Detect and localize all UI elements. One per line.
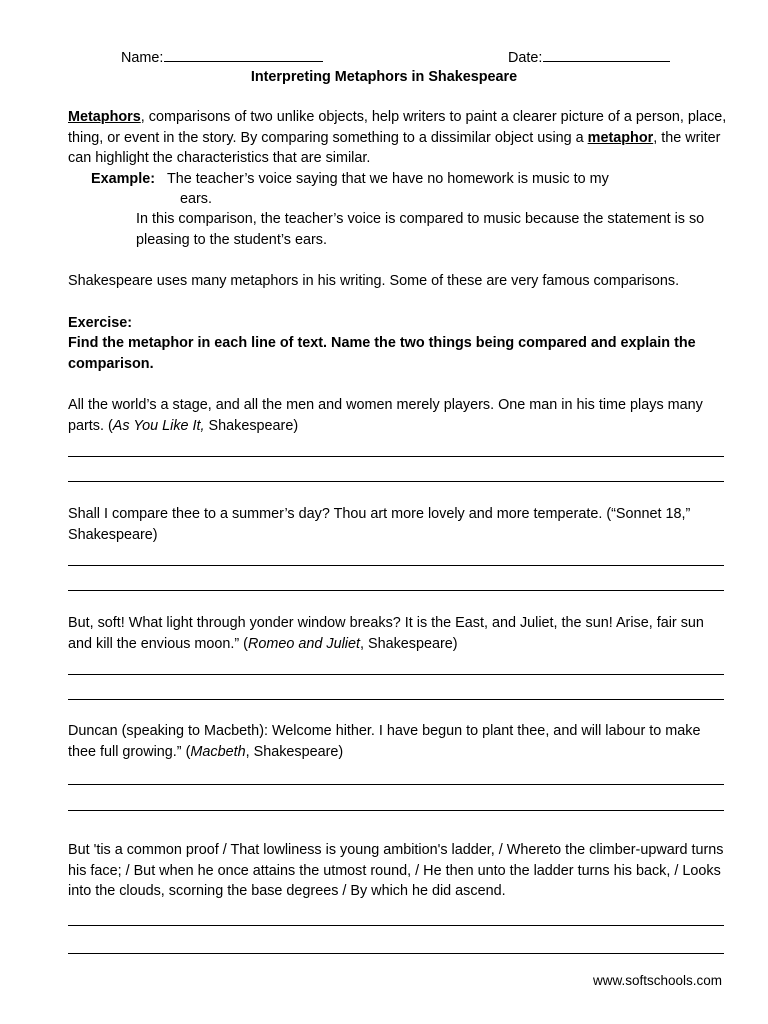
answer-line[interactable] xyxy=(68,953,724,954)
exercise-item-3 xyxy=(68,613,728,654)
intro-term-metaphors: Metaphors xyxy=(68,109,141,125)
example-explanation: In this comparison, the teacher’s voice is compared to music because the statement is so pleasing to the student’s ears. xyxy=(136,211,705,248)
answer-line[interactable] xyxy=(68,590,724,591)
answer-line[interactable] xyxy=(68,456,724,457)
answer-line[interactable] xyxy=(68,674,724,675)
answer-line[interactable] xyxy=(68,565,724,566)
item-1-after: Shakespeare) xyxy=(204,417,299,434)
item-4-after: , Shakespeare) xyxy=(245,743,344,760)
answer-line[interactable] xyxy=(68,481,724,482)
example-label: Example: xyxy=(91,171,155,187)
name-field xyxy=(121,47,323,69)
intro-text-1: , comparisons of two unlike objects, help writers to paint a clearer picture of a person, place, thing, or event in the story. By comparing something to a dissimilar object using a xyxy=(68,109,727,146)
item-4-text: Duncan (speaking to Macbeth): Welcome hither. I have begun to plant thee, and will labour to make thee full growing.” ( xyxy=(68,723,701,760)
answer-line[interactable] xyxy=(68,699,724,700)
exercise-item-2 xyxy=(68,504,728,545)
name-label: Name: xyxy=(121,50,164,66)
example-row xyxy=(91,169,711,190)
item-2-text: Shall I compare thee to a summer’s day? Thou art more lovely and more temperate. (“Sonnet 18,” Shakespeare) xyxy=(68,506,691,543)
exercise-item-5 xyxy=(68,840,728,902)
answer-line[interactable] xyxy=(68,925,724,926)
item-3-text: But, soft! What light through yonder window breaks? It is the East, and Juliet, the sun! Arise, fair sun and kill the envious moon.” ( xyxy=(68,615,704,652)
item-3-after: , Shakespeare) xyxy=(359,635,458,652)
answer-line[interactable] xyxy=(68,810,724,811)
date-field xyxy=(508,47,670,69)
example-sentence-line1: The teacher’s voice saying that we have no homework is music to my xyxy=(167,171,609,187)
worksheet-title: Interpreting Metaphors in Shakespeare xyxy=(250,69,518,85)
item-3-source: Romeo and Juliet xyxy=(247,635,360,652)
name-blank-line[interactable] xyxy=(164,47,323,62)
date-label: Date: xyxy=(508,50,543,66)
date-blank-line[interactable] xyxy=(543,47,670,62)
exercise-item-1 xyxy=(68,395,728,436)
answer-line[interactable] xyxy=(68,784,724,785)
item-4-source: Macbeth xyxy=(190,743,246,760)
intro-term-metaphor: metaphor xyxy=(587,129,654,146)
item-5-text: But 'tis a common proof / That lowliness is young ambition's ladder, / Whereto the climber-upward turns his face; / But when he once attains the utmost round, / He then unto the ladder turns his back, / Looks into the clouds, scorning the base degrees / By which he did ascend. xyxy=(68,842,724,899)
intro-text-2: , the writer can highlight the characteristics that are similar. xyxy=(68,129,721,166)
exercise-item-4 xyxy=(68,721,728,762)
shakespeare-note: Shakespeare uses many metaphors in his writing. Some of these are very famous comparisons. xyxy=(68,273,680,289)
exercise-heading: Exercise: xyxy=(68,315,133,331)
item-1-text: All the world’s a stage, and all the men and women merely players. One man in his time plays many parts. ( xyxy=(68,397,703,434)
exercise-instructions: Find the metaphor in each line of text. Name the two things being compared and explain the comparison. xyxy=(68,335,696,372)
item-1-source: As You Like It, xyxy=(112,417,205,434)
example-sentence-line2: ears. xyxy=(180,191,212,207)
footer-website[interactable]: www.softschools.com xyxy=(592,973,722,988)
header-row xyxy=(0,47,768,67)
intro-paragraph xyxy=(68,107,728,169)
